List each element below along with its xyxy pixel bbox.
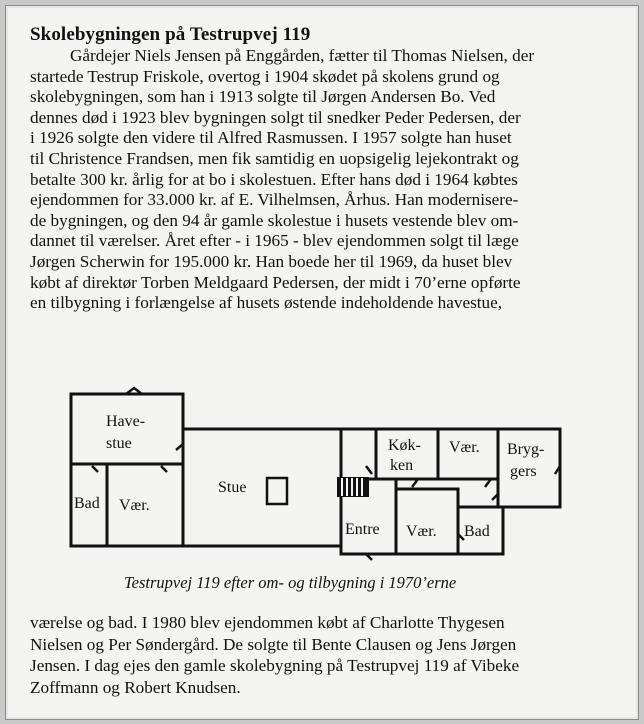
page-heading: Skolebygningen på Testrupvej 119 <box>30 24 311 45</box>
paragraph-line: skolebygningen, som han i 1913 solgte til Jørgen Andersen Bo. Ved <box>30 87 496 107</box>
label-vaer-mid: Vær. <box>449 439 480 456</box>
label-havestue-1: Have- <box>106 413 146 430</box>
paragraph-line: startede Testrup Friskole, overtog i 1904 skødet på skolens grund og <box>30 66 500 86</box>
paragraph-line: købt af direktør Torben Meldgaard Pedersen, der midt i 70’erne opførte <box>30 272 521 292</box>
scanned-page <box>5 5 639 720</box>
label-havestue-2: stue <box>106 435 132 452</box>
label-bryggers-1: Bryg- <box>507 441 545 458</box>
paragraph-line: Jensen. I dag ejes den gamle skolebygning på Testrupvej 119 af Vibeke <box>30 656 520 675</box>
paragraph-line: dennes død i 1923 blev bygningen solgt til snedker Peder Pedersen, der <box>30 107 521 127</box>
label-bad-right: Bad <box>464 523 490 540</box>
paragraph-line: Gårdejer Niels Jensen på Enggården, fætter til Thomas Nielsen, der <box>70 46 535 65</box>
label-bryggers-2: gers <box>510 463 537 480</box>
label-entre: Entre <box>345 521 380 538</box>
chimney <box>267 478 287 504</box>
history-paragraph <box>30 46 598 314</box>
label-kokken-2: ken <box>390 457 414 474</box>
paragraph-line: dannet til værelser. Året efter - i 1965 - blev ejendommen solgt til læge <box>30 231 519 251</box>
label-vaer-bottom: Vær. <box>406 523 437 540</box>
floor-plan <box>66 384 576 569</box>
room-vaer-bottom <box>396 489 458 554</box>
door-marks <box>92 388 560 560</box>
label-kokken-1: Køk- <box>388 437 421 454</box>
staircase <box>338 478 368 496</box>
paragraph-line: værelse og bad. I 1980 blev ejendommen købt af Charlotte Thygesen <box>30 613 505 632</box>
paragraph-line: til Christence Frandsen, men fik samtidig en uopsigelig lejekontrakt og <box>30 148 519 168</box>
paragraph-line: Zoffmann og Robert Knudsen. <box>30 677 241 697</box>
paragraph-line: de bygningen, og den 94 år gamle skolestue i husets vestende blev om- <box>30 210 519 230</box>
paragraph-line: ejendommen for 33.000 kr. af E. Vilhelmsen, Århus. Han modernisere- <box>30 190 519 210</box>
continuation-paragraph <box>30 612 610 698</box>
label-stue: Stue <box>218 479 247 496</box>
paragraph-line: i 1926 solgte den videre til Alfred Rasmussen. I 1957 solgte han huset <box>30 128 512 148</box>
paragraph-line: betalte 300 kr. årlig for at bo i skolestuen. Efter hans død i 1964 købtes <box>30 169 518 189</box>
label-bad-left: Bad <box>74 495 100 512</box>
paragraph-line: Jørgen Scherwin for 195.000 kr. Han boede her til 1969, da huset blev <box>30 251 513 271</box>
paragraph-line: en tilbygning i forlængelse af husets østende indeholdende havestue, <box>30 293 503 313</box>
paragraph-line: Nielsen og Per Søndergård. De solgte til Bente Clausen og Jens Jørgen <box>30 634 517 654</box>
room-stue <box>183 429 341 546</box>
label-vaer-left: Vær. <box>119 497 150 514</box>
figure-caption: Testrupvej 119 efter om- og tilbygning i 1970’erne <box>124 573 457 592</box>
